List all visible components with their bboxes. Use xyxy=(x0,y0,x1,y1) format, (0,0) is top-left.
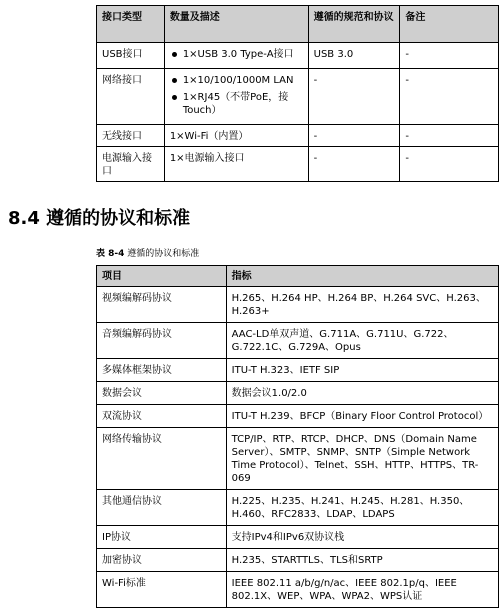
table-row xyxy=(97,69,499,125)
table-row xyxy=(97,382,499,405)
table-row xyxy=(97,490,499,526)
table-header-row xyxy=(97,6,499,43)
cell-note: - xyxy=(400,43,499,69)
cell-type: 电源输入接口 xyxy=(97,147,165,182)
cell-item: 多媒体框架协议 xyxy=(97,359,227,382)
header-item: 项目 xyxy=(97,266,227,287)
header-quantity-desc: 数量及描述 xyxy=(164,6,308,43)
table-row xyxy=(97,428,499,490)
cell-item: 数据会议 xyxy=(97,382,227,405)
cell-desc: 1×Wi-Fi（内置） xyxy=(164,125,308,147)
cell-spec: - xyxy=(308,147,400,182)
header-interface-type: 接口类型 xyxy=(97,6,165,43)
cell-item: 其他通信协议 xyxy=(97,490,227,526)
section-heading: 8.4 遵循的协议和标准 xyxy=(8,208,191,229)
table-row xyxy=(97,287,499,323)
table-row xyxy=(97,359,499,382)
table-row xyxy=(97,405,499,428)
cell-value: 支持IPv4和IPv6双协议栈 xyxy=(226,526,498,549)
table-row xyxy=(97,572,499,608)
bullet-item: 1×RJ45（不带PoE，接Touch） xyxy=(170,91,303,117)
table-row xyxy=(97,125,499,147)
table-caption xyxy=(96,248,199,260)
protocol-table xyxy=(96,265,499,608)
cell-spec: USB 3.0 xyxy=(308,43,400,69)
cell-item: 网络传输协议 xyxy=(97,428,227,490)
header-spec: 遵循的规范和协议 xyxy=(308,6,400,43)
header-indicator: 指标 xyxy=(226,266,498,287)
cell-value: H.235、STARTTLS、TLS和SRTP xyxy=(226,549,498,572)
table-row xyxy=(97,526,499,549)
cell-value: TCP/IP、RTP、RTCP、DHCP、DNS（Domain Name Server）、SMTP、SNMP、SNTP（Simple Network Time Protocol）、Telnet、SSH、HTTP、HTTPS、TR-069 xyxy=(226,428,498,490)
cell-desc: 1×电源输入接口 xyxy=(164,147,308,182)
header-note: 备注 xyxy=(400,6,499,43)
table-row xyxy=(97,147,499,182)
cell-value: H.225、H.235、H.241、H.245、H.281、H.350、H.460、RFC2833、LDAP、LDAPS xyxy=(226,490,498,526)
caption-label: 表 8-4 xyxy=(96,249,125,259)
cell-value: 数据会议1.0/2.0 xyxy=(226,382,498,405)
caption-text: 遵循的协议和标准 xyxy=(124,249,200,259)
cell-item: 双流协议 xyxy=(97,405,227,428)
cell-type: USB接口 xyxy=(97,43,165,69)
cell-value: ITU-T H.239、BFCP（Binary Floor Control Protocol） xyxy=(226,405,498,428)
table-row xyxy=(97,549,499,572)
cell-spec: - xyxy=(308,69,400,125)
cell-value: IEEE 802.11 a/b/g/n/ac、IEEE 802.1p/q、IEEE 802.1X、WEP、WPA、WPA2、WPS认证 xyxy=(226,572,498,608)
cell-item: IP协议 xyxy=(97,526,227,549)
table-row xyxy=(97,323,499,359)
cell-value: AAC-LD单双声道、G.711A、G.711U、G.722、G.722.1C、G.729A、Opus xyxy=(226,323,498,359)
cell-item: Wi-Fi标准 xyxy=(97,572,227,608)
cell-type: 网络接口 xyxy=(97,69,165,125)
cell-value: ITU-T H.323、IETF SIP xyxy=(226,359,498,382)
cell-item: 加密协议 xyxy=(97,549,227,572)
cell-note: - xyxy=(400,125,499,147)
bullet-item: 1×10/100/1000M LAN xyxy=(170,74,303,87)
cell-note: - xyxy=(400,147,499,182)
cell-desc xyxy=(164,43,308,69)
cell-spec: - xyxy=(308,125,400,147)
cell-note: - xyxy=(400,69,499,125)
cell-value: H.265、H.264 HP、H.264 BP、H.264 SVC、H.263、H.263+ xyxy=(226,287,498,323)
table-row xyxy=(97,43,499,69)
cell-item: 视频编解码协议 xyxy=(97,287,227,323)
cell-desc xyxy=(164,69,308,125)
interface-table xyxy=(96,5,499,182)
cell-type: 无线接口 xyxy=(97,125,165,147)
cell-item: 音频编解码协议 xyxy=(97,323,227,359)
bullet-item: 1×USB 3.0 Type-A接口 xyxy=(170,48,303,61)
table-header-row xyxy=(97,266,499,287)
